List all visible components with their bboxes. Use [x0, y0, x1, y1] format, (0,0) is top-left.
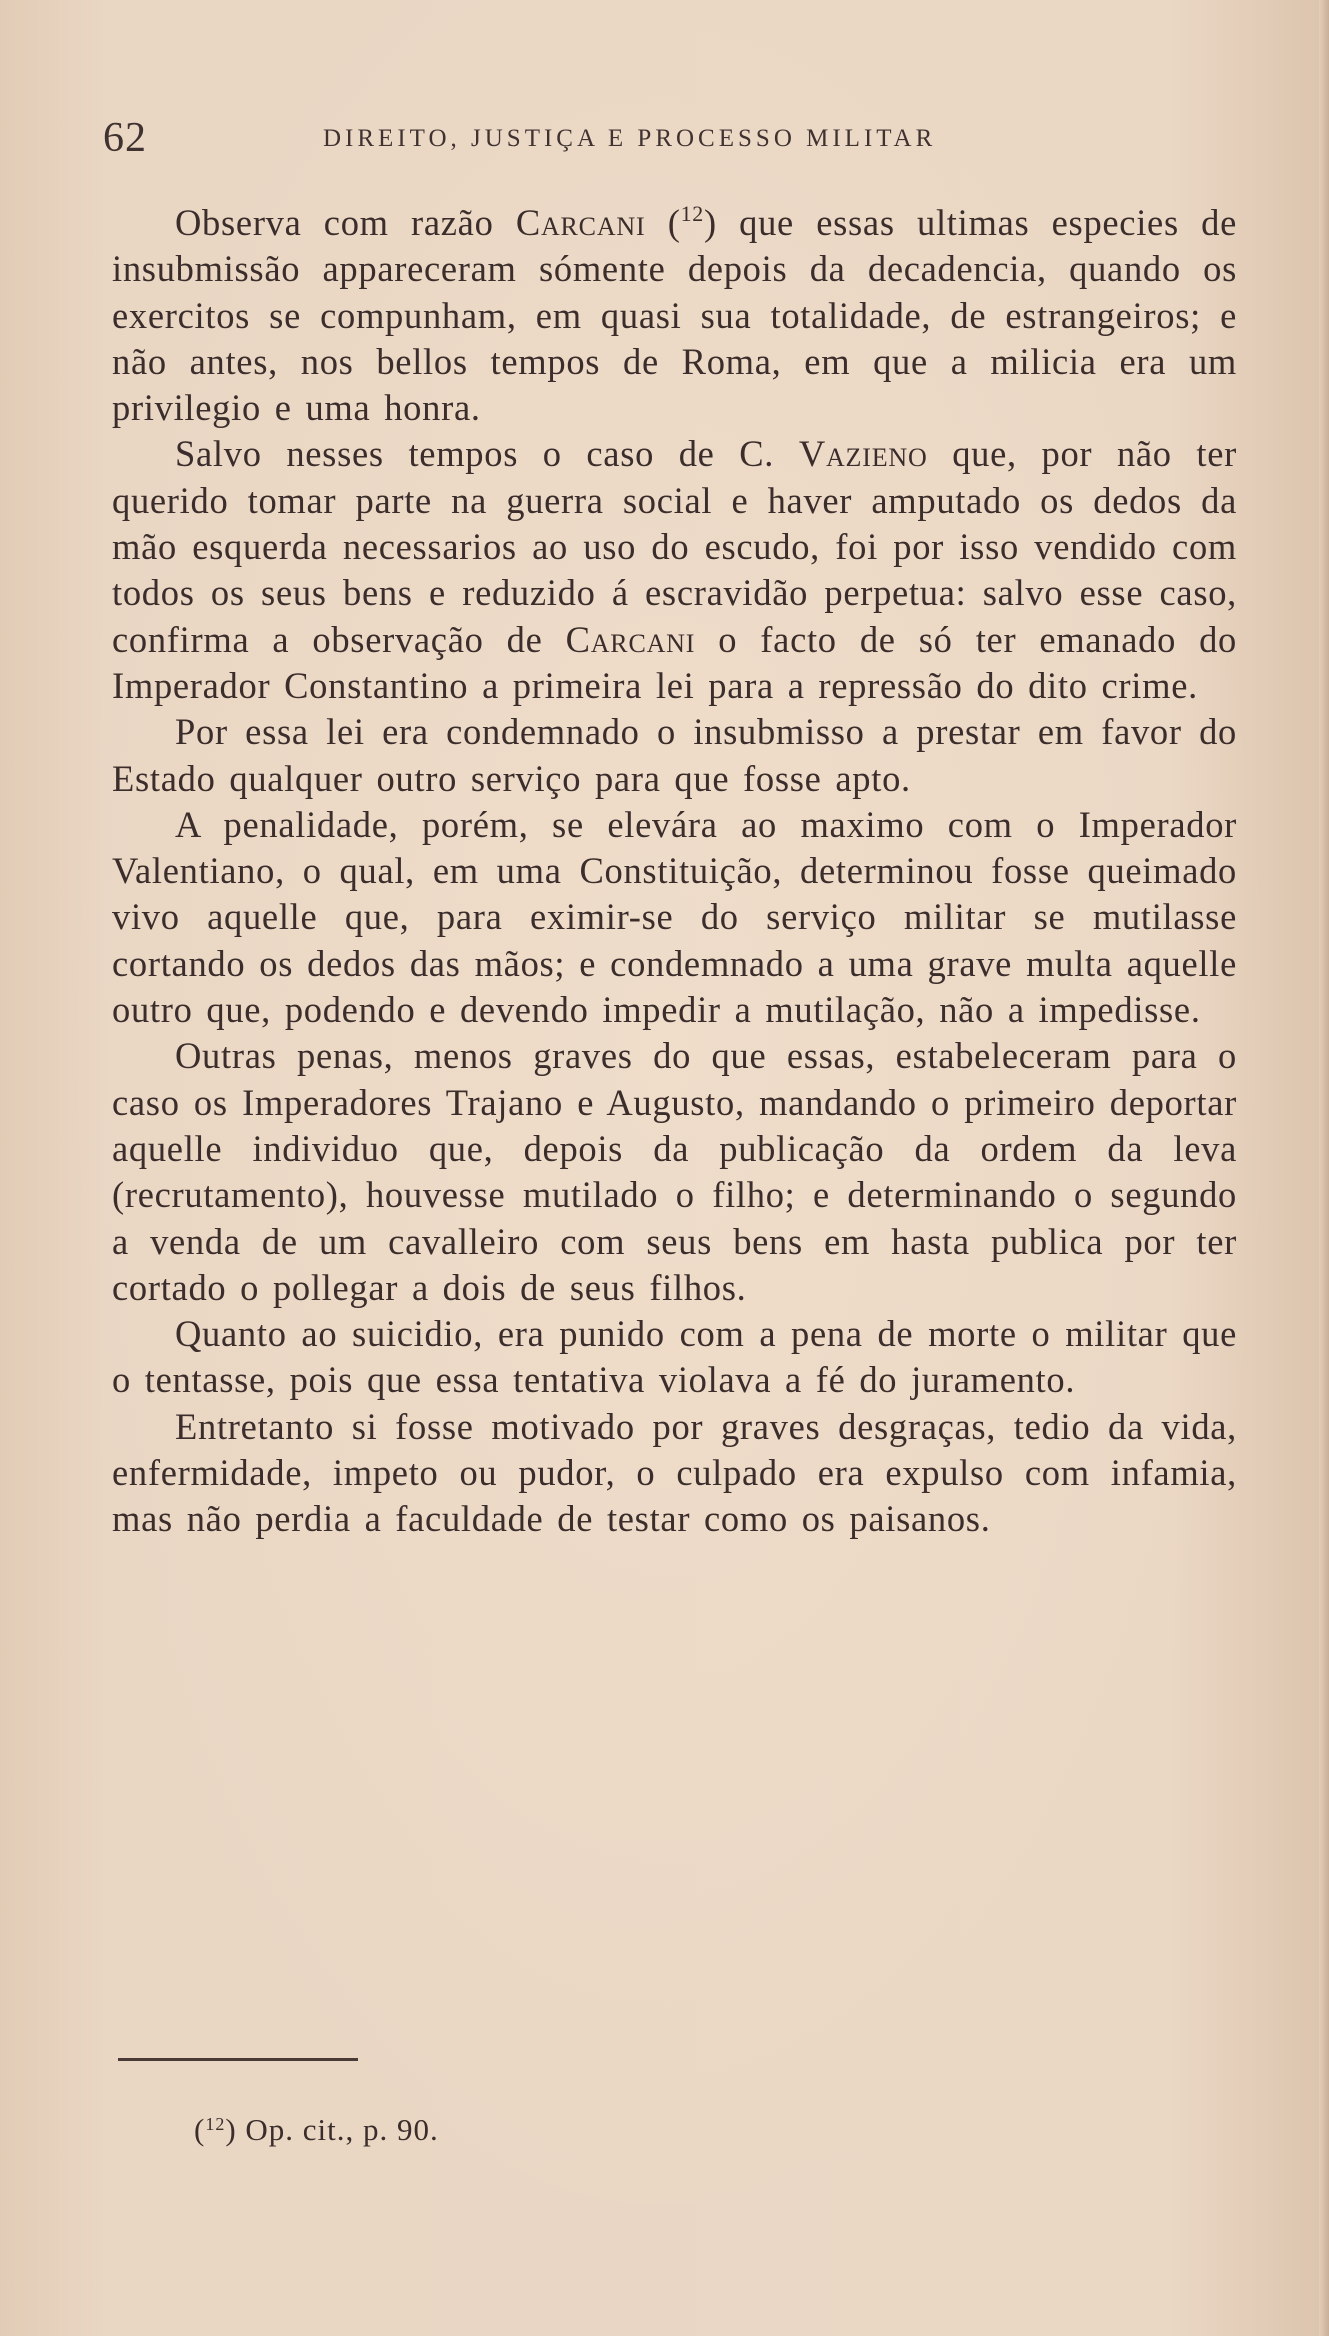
page-header	[103, 114, 1238, 162]
paragraph-2-text-a: Salvo nesses tempos o caso de C.	[175, 433, 799, 475]
author-name-carcani: Carcani	[515, 202, 646, 243]
page-number: 62	[103, 115, 147, 161]
paragraph-2-text-c: o facto de só ter emanado do Imperador Constantino a primeira lei para a repressão do dito crime.	[112, 618, 1237, 706]
paragraph-6: Quanto ao suicidio, era punido com a pena de morte o militar que o tentasse, pois que essa tentativa violava a fé do juramento.	[112, 1313, 1237, 1401]
person-name-vazieno: Vazieno	[798, 433, 928, 475]
paragraph-4: A penalidade, porém, se elevára ao maximo com o Imperador Valentiano, o qual, em uma Constituição, determinou fosse queimado vivo aquelle que, para eximir-se do serviço militar se mutilasse cortando os dedos das mãos; e condemnado a uma grave multa aquelle outro que, podendo e devendo impedir a mutilação, não a impedisse.	[112, 803, 1237, 1031]
paragraph-1-text-a: Observa com razão	[175, 202, 516, 243]
paragraph-5: Outras penas, menos graves do que essas, estabeleceram para o caso os Imperadores Trajano e Augusto, mandando o primeiro deportar aquelle individuo que, depois da publicação da ordem da leva (recrutamento), houvesse mutilado o filho; e determinando o segundo a venda de um cavalleiro com seus bens em hasta publica por ter cortado o pollegar a dois de seus filhos.	[112, 1035, 1237, 1308]
footnote-open-paren: (	[194, 2112, 206, 2147]
footnote-close-paren: )	[225, 2112, 237, 2147]
footnote-number: 12	[205, 2114, 226, 2134]
footnote	[194, 2112, 439, 2148]
paragraph-1-text-b: que essas ultimas especies de insubmissão appareceram sómente depois da decadencia, quando os exercitos se compunham, em quasi sua totalidade, de estrangeiros; e não antes, nos bellos tempos de Roma, em que a milicia era um privilegio e uma honra.	[112, 202, 1237, 429]
page-edge	[1319, 0, 1329, 2336]
footnote-text: Op. cit., p. 90.	[245, 2112, 439, 2147]
footnote-reference: 12	[680, 201, 704, 226]
author-name-carcani-2: Carcani	[565, 618, 696, 660]
paragraph-3: Por essa lei era condemnado o insubmisso a prestar em favor do Estado qualquer outro serviço para que fosse apto.	[112, 711, 1237, 799]
footnote-divider	[118, 2058, 358, 2061]
running-title: DIREITO, JUSTIÇA E PROCESSO MILITAR	[323, 125, 937, 152]
paragraph-1: Observa com razão Carcani ($^{12}$) que essas ultimas especies de insubmissão appareceram sómente depois da decadencia, quando os exercitos se compunham, em quasi sua totalidade, de estrangeiros; e não antes, nos bellos tempos de Roma, em que a milicia era um privilegio e uma honra.	[112, 201, 1237, 429]
body-text	[112, 200, 1237, 1543]
paragraph-7: Entretanto si fosse motivado por graves desgraças, tedio da vida, enfermidade, impeto ou pudor, o culpado era expulso com infamia, mas não perdia a faculdade de testar como os paisanos.	[112, 1405, 1237, 1540]
paragraph-2	[112, 431, 1237, 709]
paragraph-2-text-b: que, por não ter querido tomar parte na guerra social e haver amputado os dedos da mão esquerda necessarios ao uso do escudo, foi por isso vendido com todos os seus bens e reduzido á escravidão perpetua: salvo esse caso, confirma a observação de	[112, 433, 1238, 660]
